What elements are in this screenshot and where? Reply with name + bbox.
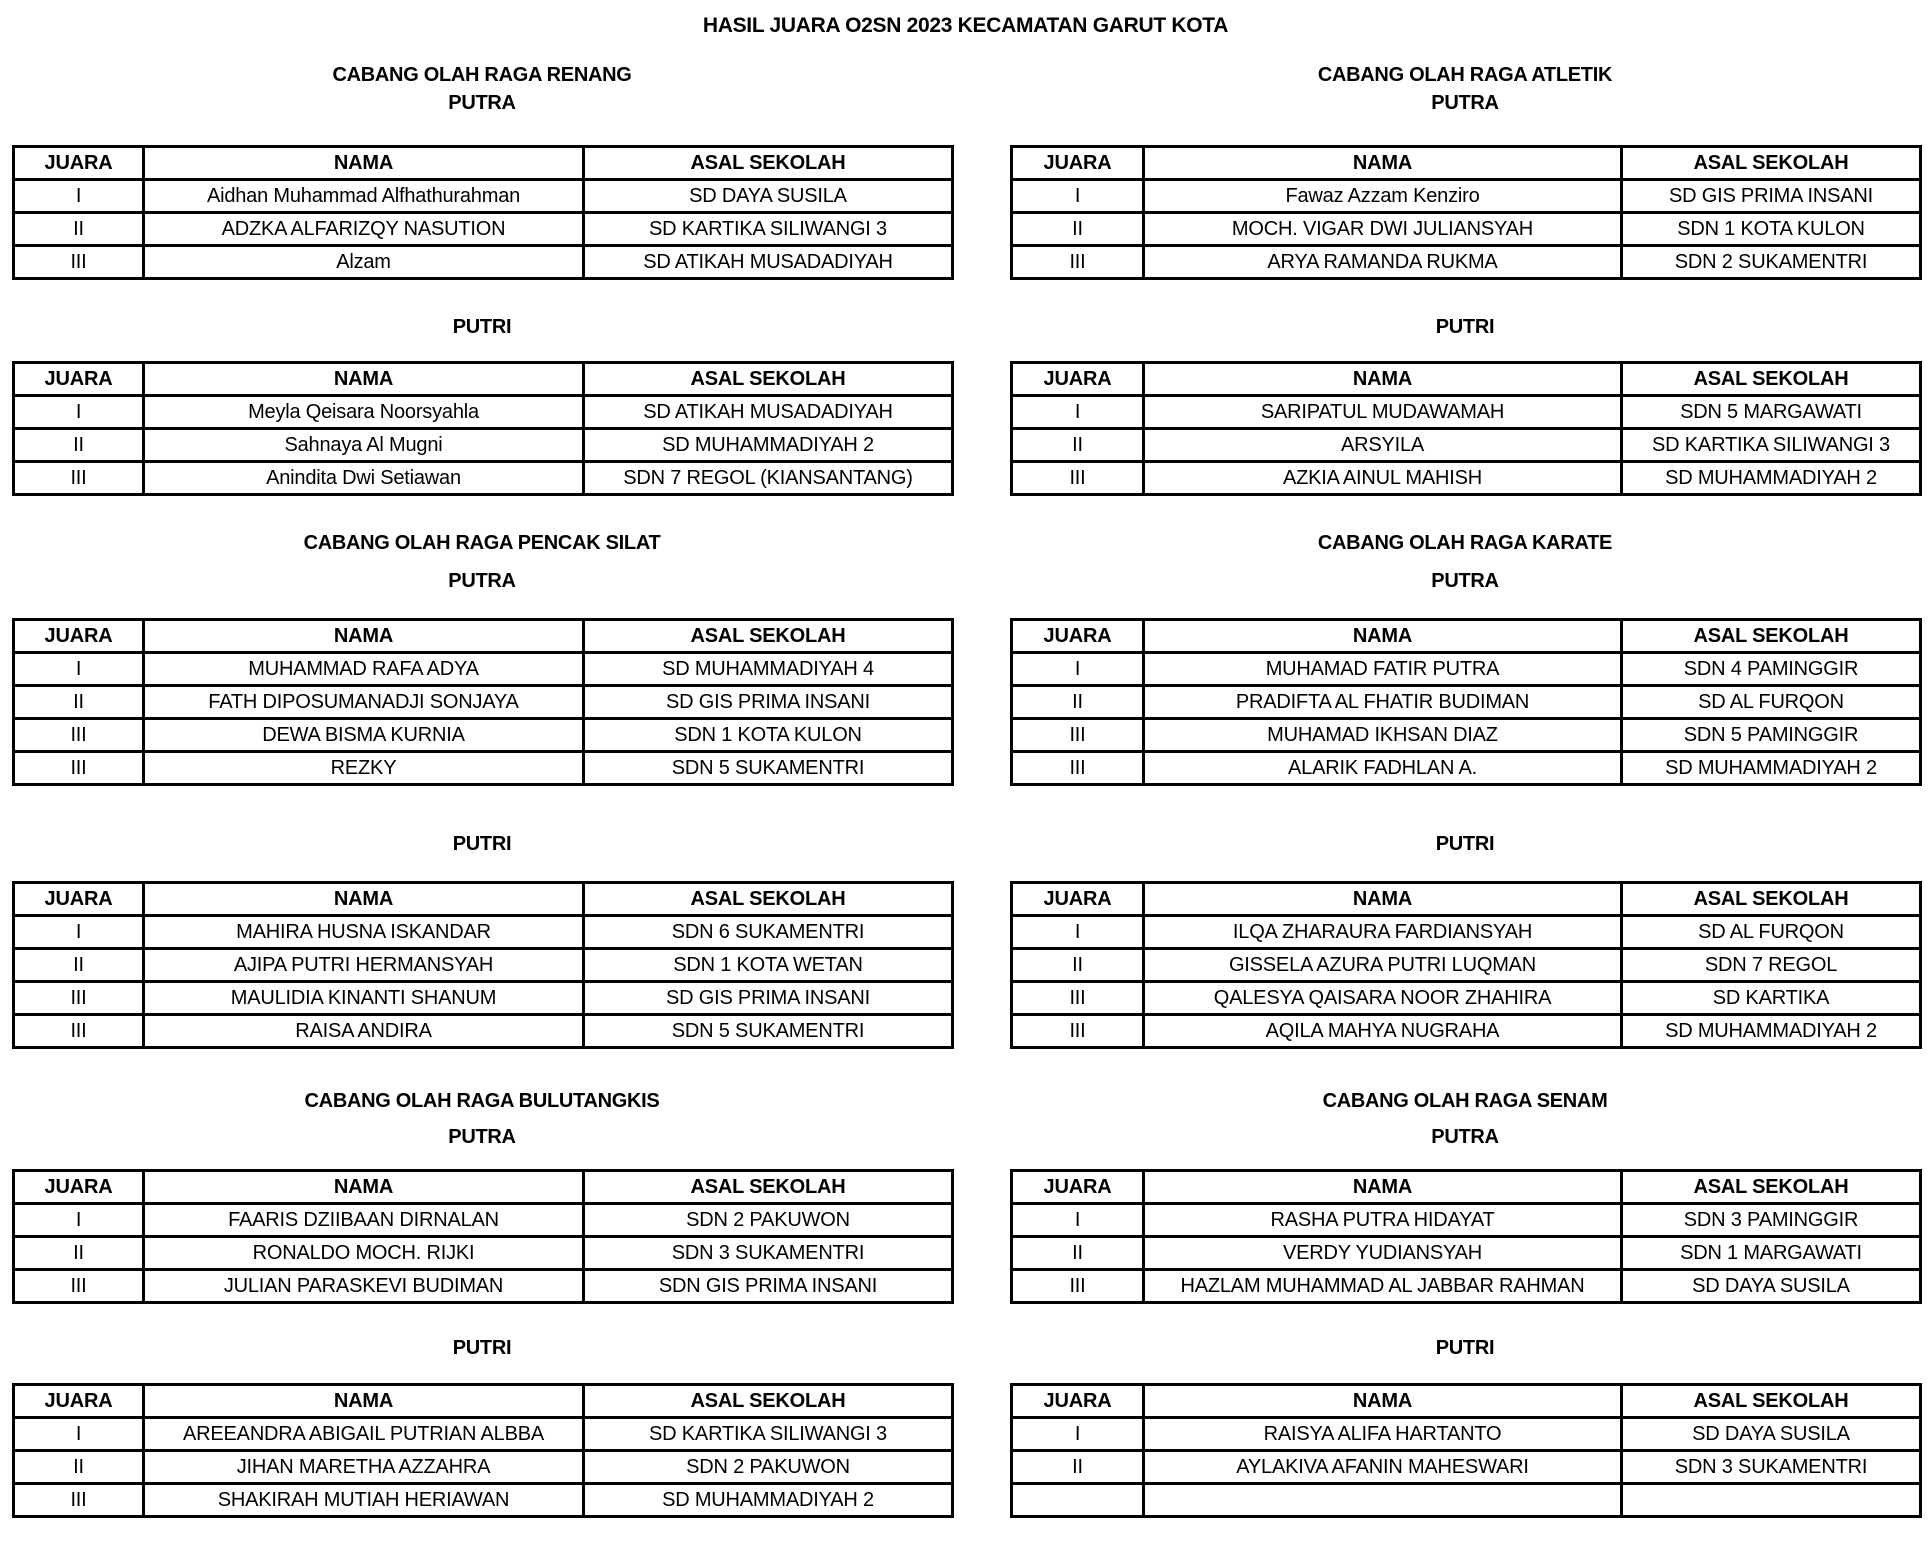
- school-cell: SD DAYA SUSILA: [584, 180, 953, 213]
- renang-putra-table: [12, 145, 954, 280]
- name-cell: Anindita Dwi Setiawan: [144, 462, 584, 495]
- putra-label: PUTRA: [1431, 570, 1499, 592]
- table-row: [1012, 396, 1921, 429]
- rank-cell: III: [14, 719, 144, 752]
- rank-cell: III: [14, 982, 144, 1015]
- name-cell: ILQA ZHARAURA FARDIANSYAH: [1144, 916, 1622, 949]
- name-cell: AJIPA PUTRI HERMANSYAH: [144, 949, 584, 982]
- name-cell: VERDY YUDIANSYAH: [1144, 1237, 1622, 1270]
- school-cell: SD MUHAMMADIYAH 2: [584, 1484, 953, 1517]
- school-cell: SD GIS PRIMA INSANI: [584, 982, 953, 1015]
- rank-cell: I: [1012, 1204, 1144, 1237]
- header-juara: JUARA: [1012, 147, 1144, 180]
- section-title-atletik: CABANG OLAH RAGA ATLETIK: [1317, 64, 1613, 86]
- putra-label: PUTRA: [1431, 92, 1499, 114]
- rank-cell: II: [1012, 213, 1144, 246]
- school-cell: SD MUHAMMADIYAH 4: [584, 653, 953, 686]
- table-row: [14, 982, 953, 1015]
- rank-cell: I: [1012, 653, 1144, 686]
- name-cell: FATH DIPOSUMANADJI SONJAYA: [144, 686, 584, 719]
- header-asal-sekolah: ASAL SEKOLAH: [1622, 1171, 1921, 1204]
- school-cell: SDN 4 PAMINGGIR: [1622, 653, 1921, 686]
- table-header-row: [1012, 363, 1921, 396]
- school-cell: SD GIS PRIMA INSANI: [1622, 180, 1921, 213]
- header-nama: NAMA: [1144, 620, 1622, 653]
- school-cell: [1622, 1484, 1921, 1517]
- senam-putra-table: [1010, 1169, 1922, 1304]
- name-cell: DEWA BISMA KURNIA: [144, 719, 584, 752]
- school-cell: SD DAYA SUSILA: [1622, 1270, 1921, 1303]
- putra-label: PUTRA: [448, 92, 516, 114]
- putri-label: PUTRI: [1435, 1337, 1495, 1359]
- putri-label: PUTRI: [452, 833, 512, 855]
- school-cell: SDN 3 SUKAMENTRI: [584, 1237, 953, 1270]
- name-cell: ALARIK FADHLAN A.: [1144, 752, 1622, 785]
- table-row: [1012, 719, 1921, 752]
- table-header-row: [14, 363, 953, 396]
- table-row: [1012, 653, 1921, 686]
- school-cell: SDN 5 SUKAMENTRI: [584, 752, 953, 785]
- header-asal-sekolah: ASAL SEKOLAH: [1622, 363, 1921, 396]
- header-juara: JUARA: [14, 147, 144, 180]
- table-row: [1012, 1270, 1921, 1303]
- rank-cell: III: [14, 462, 144, 495]
- header-asal-sekolah: ASAL SEKOLAH: [584, 147, 953, 180]
- name-cell: [1144, 1484, 1622, 1517]
- school-cell: SDN 1 KOTA WETAN: [584, 949, 953, 982]
- school-cell: SDN 7 REGOL (KIANSANTANG): [584, 462, 953, 495]
- name-cell: Fawaz Azzam Kenziro: [1144, 180, 1622, 213]
- table-row: [14, 949, 953, 982]
- rank-cell: III: [1012, 982, 1144, 1015]
- table-row: [1012, 1484, 1921, 1517]
- senam-putri-table: [1010, 1383, 1922, 1518]
- table-row: [14, 752, 953, 785]
- rank-cell: III: [1012, 462, 1144, 495]
- table-row: [1012, 1451, 1921, 1484]
- name-cell: MUHAMAD IKHSAN DIAZ: [1144, 719, 1622, 752]
- table-row: [14, 429, 953, 462]
- table-row: [14, 1270, 953, 1303]
- header-nama: NAMA: [1144, 883, 1622, 916]
- school-cell: SD MUHAMMADIYAH 2: [1622, 752, 1921, 785]
- rank-cell: II: [14, 686, 144, 719]
- name-cell: ADZKA ALFARIZQY NASUTION: [144, 213, 584, 246]
- section-title-senam: CABANG OLAH RAGA SENAM: [1322, 1090, 1608, 1112]
- table-header-row: [1012, 883, 1921, 916]
- section-title-bulutangkis: CABANG OLAH RAGA BULUTANGKIS: [304, 1090, 660, 1112]
- putri-label: PUTRI: [452, 316, 512, 338]
- table-row: [1012, 752, 1921, 785]
- header-asal-sekolah: ASAL SEKOLAH: [584, 1385, 953, 1418]
- header-asal-sekolah: ASAL SEKOLAH: [584, 363, 953, 396]
- header-juara: JUARA: [14, 620, 144, 653]
- putri-label: PUTRI: [1435, 316, 1495, 338]
- school-cell: SDN 5 SUKAMENTRI: [584, 1015, 953, 1048]
- putra-label: PUTRA: [1431, 1126, 1499, 1148]
- table-header-row: [1012, 147, 1921, 180]
- karate-putri-table: [1010, 881, 1922, 1049]
- school-cell: SD ATIKAH MUSADADIYAH: [584, 246, 953, 279]
- school-cell: SD MUHAMMADIYAH 2: [1622, 462, 1921, 495]
- table-row: [14, 1015, 953, 1048]
- school-cell: SD MUHAMMADIYAH 2: [584, 429, 953, 462]
- header-asal-sekolah: ASAL SEKOLAH: [1622, 620, 1921, 653]
- table-row: [14, 246, 953, 279]
- header-juara: JUARA: [1012, 1171, 1144, 1204]
- header-asal-sekolah: ASAL SEKOLAH: [1622, 147, 1921, 180]
- name-cell: GISSELA AZURA PUTRI LUQMAN: [1144, 949, 1622, 982]
- table-row: [1012, 982, 1921, 1015]
- table-row: [14, 213, 953, 246]
- school-cell: SD ATIKAH MUSADADIYAH: [584, 396, 953, 429]
- school-cell: SDN GIS PRIMA INSANI: [584, 1270, 953, 1303]
- rank-cell: II: [1012, 429, 1144, 462]
- rank-cell: [1012, 1484, 1144, 1517]
- table-header-row: [1012, 1385, 1921, 1418]
- name-cell: AYLAKIVA AFANIN MAHESWARI: [1144, 1451, 1622, 1484]
- table-row: [14, 653, 953, 686]
- school-cell: SDN 1 KOTA KULON: [584, 719, 953, 752]
- name-cell: AREEANDRA ABIGAIL PUTRIAN ALBBA: [144, 1418, 584, 1451]
- header-juara: JUARA: [1012, 883, 1144, 916]
- school-cell: SDN 2 SUKAMENTRI: [1622, 246, 1921, 279]
- putra-label: PUTRA: [448, 1126, 516, 1148]
- rank-cell: II: [1012, 686, 1144, 719]
- name-cell: JIHAN MARETHA AZZAHRA: [144, 1451, 584, 1484]
- putra-label: PUTRA: [448, 570, 516, 592]
- putri-label: PUTRI: [452, 1337, 512, 1359]
- name-cell: MAULIDIA KINANTI SHANUM: [144, 982, 584, 1015]
- school-cell: SDN 3 PAMINGGIR: [1622, 1204, 1921, 1237]
- rank-cell: II: [1012, 949, 1144, 982]
- name-cell: PRADIFTA AL FHATIR BUDIMAN: [1144, 686, 1622, 719]
- rank-cell: I: [14, 396, 144, 429]
- school-cell: SDN 2 PAKUWON: [584, 1451, 953, 1484]
- table-row: [1012, 1418, 1921, 1451]
- table-header-row: [14, 1385, 953, 1418]
- school-cell: SD DAYA SUSILA: [1622, 1418, 1921, 1451]
- table-header-row: [14, 147, 953, 180]
- table-row: [14, 1418, 953, 1451]
- table-row: [14, 686, 953, 719]
- table-row: [14, 1237, 953, 1270]
- name-cell: HAZLAM MUHAMMAD AL JABBAR RAHMAN: [1144, 1270, 1622, 1303]
- school-cell: SD KARTIKA SILIWANGI 3: [1622, 429, 1921, 462]
- name-cell: JULIAN PARASKEVI BUDIMAN: [144, 1270, 584, 1303]
- school-cell: SD KARTIKA: [1622, 982, 1921, 1015]
- header-juara: JUARA: [1012, 1385, 1144, 1418]
- rank-cell: I: [1012, 396, 1144, 429]
- name-cell: RASHA PUTRA HIDAYAT: [1144, 1204, 1622, 1237]
- name-cell: MOCH. VIGAR DWI JULIANSYAH: [1144, 213, 1622, 246]
- school-cell: SDN 5 PAMINGGIR: [1622, 719, 1921, 752]
- header-asal-sekolah: ASAL SEKOLAH: [1622, 883, 1921, 916]
- rank-cell: III: [14, 1270, 144, 1303]
- table-header-row: [1012, 1171, 1921, 1204]
- rank-cell: II: [14, 1451, 144, 1484]
- header-juara: JUARA: [1012, 363, 1144, 396]
- header-juara: JUARA: [14, 1171, 144, 1204]
- rank-cell: III: [1012, 1270, 1144, 1303]
- table-row: [14, 719, 953, 752]
- document-title: HASIL JUARA O2SN 2023 KECAMATAN GARUT KOTA: [702, 14, 1229, 37]
- table-row: [1012, 1237, 1921, 1270]
- school-cell: SDN 3 SUKAMENTRI: [1622, 1451, 1921, 1484]
- table-row: [14, 396, 953, 429]
- header-juara: JUARA: [14, 1385, 144, 1418]
- name-cell: REZKY: [144, 752, 584, 785]
- name-cell: Aidhan Muhammad Alfhathurahman: [144, 180, 584, 213]
- section-title-pencak-silat: CABANG OLAH RAGA PENCAK SILAT: [303, 532, 661, 554]
- table-row: [14, 1204, 953, 1237]
- table-row: [1012, 213, 1921, 246]
- name-cell: Meyla Qeisara Noorsyahla: [144, 396, 584, 429]
- rank-cell: III: [14, 752, 144, 785]
- header-asal-sekolah: ASAL SEKOLAH: [584, 620, 953, 653]
- rank-cell: III: [14, 1484, 144, 1517]
- rank-cell: II: [14, 213, 144, 246]
- school-cell: SDN 2 PAKUWON: [584, 1204, 953, 1237]
- table-row: [1012, 949, 1921, 982]
- rank-cell: I: [14, 916, 144, 949]
- rank-cell: III: [14, 246, 144, 279]
- table-row: [1012, 462, 1921, 495]
- table-row: [14, 462, 953, 495]
- table-row: [1012, 686, 1921, 719]
- table-header-row: [14, 1171, 953, 1204]
- table-row: [1012, 180, 1921, 213]
- rank-cell: I: [1012, 916, 1144, 949]
- header-nama: NAMA: [144, 1385, 584, 1418]
- header-nama: NAMA: [144, 883, 584, 916]
- header-asal-sekolah: ASAL SEKOLAH: [584, 883, 953, 916]
- name-cell: QALESYA QAISARA NOOR ZHAHIRA: [1144, 982, 1622, 1015]
- school-cell: SDN 5 MARGAWATI: [1622, 396, 1921, 429]
- header-nama: NAMA: [1144, 1171, 1622, 1204]
- name-cell: RAISA ANDIRA: [144, 1015, 584, 1048]
- rank-cell: II: [1012, 1237, 1144, 1270]
- pencak-silat-putri-table: [12, 881, 954, 1049]
- school-cell: SD KARTIKA SILIWANGI 3: [584, 213, 953, 246]
- rank-cell: I: [14, 653, 144, 686]
- name-cell: ARYA RAMANDA RUKMA: [1144, 246, 1622, 279]
- name-cell: RAISYA ALIFA HARTANTO: [1144, 1418, 1622, 1451]
- name-cell: SARIPATUL MUDAWAMAH: [1144, 396, 1622, 429]
- header-asal-sekolah: ASAL SEKOLAH: [1622, 1385, 1921, 1418]
- rank-cell: I: [1012, 180, 1144, 213]
- header-nama: NAMA: [144, 363, 584, 396]
- name-cell: AQILA MAHYA NUGRAHA: [1144, 1015, 1622, 1048]
- rank-cell: III: [1012, 1015, 1144, 1048]
- school-cell: SDN 6 SUKAMENTRI: [584, 916, 953, 949]
- rank-cell: II: [14, 949, 144, 982]
- school-cell: SDN 1 MARGAWATI: [1622, 1237, 1921, 1270]
- table-header-row: [14, 620, 953, 653]
- rank-cell: I: [14, 1204, 144, 1237]
- header-juara: JUARA: [14, 363, 144, 396]
- header-asal-sekolah: ASAL SEKOLAH: [584, 1171, 953, 1204]
- putri-label: PUTRI: [1435, 833, 1495, 855]
- header-nama: NAMA: [144, 620, 584, 653]
- name-cell: ARSYILA: [1144, 429, 1622, 462]
- name-cell: Sahnaya Al Mugni: [144, 429, 584, 462]
- atletik-putra-table: [1010, 145, 1922, 280]
- table-row: [1012, 1204, 1921, 1237]
- table-header-row: [1012, 620, 1921, 653]
- rank-cell: III: [14, 1015, 144, 1048]
- pencak-silat-putra-table: [12, 618, 954, 786]
- name-cell: MUHAMAD FATIR PUTRA: [1144, 653, 1622, 686]
- rank-cell: II: [1012, 1451, 1144, 1484]
- name-cell: RONALDO MOCH. RIJKI: [144, 1237, 584, 1270]
- table-row: [14, 180, 953, 213]
- karate-putra-table: [1010, 618, 1922, 786]
- rank-cell: I: [14, 1418, 144, 1451]
- rank-cell: II: [14, 429, 144, 462]
- section-title-renang: CABANG OLAH RAGA RENANG: [332, 64, 632, 86]
- school-cell: SD MUHAMMADIYAH 2: [1622, 1015, 1921, 1048]
- bulutangkis-putra-table: [12, 1169, 954, 1304]
- name-cell: AZKIA AINUL MAHISH: [1144, 462, 1622, 495]
- name-cell: MAHIRA HUSNA ISKANDAR: [144, 916, 584, 949]
- school-cell: SDN 7 REGOL: [1622, 949, 1921, 982]
- rank-cell: III: [1012, 752, 1144, 785]
- atletik-putri-table: [1010, 361, 1922, 496]
- header-nama: NAMA: [144, 1171, 584, 1204]
- table-row: [1012, 916, 1921, 949]
- table-row: [14, 1484, 953, 1517]
- school-cell: SD KARTIKA SILIWANGI 3: [584, 1418, 953, 1451]
- header-nama: NAMA: [1144, 363, 1622, 396]
- rank-cell: II: [14, 1237, 144, 1270]
- renang-putri-table: [12, 361, 954, 496]
- section-title-karate: CABANG OLAH RAGA KARATE: [1317, 532, 1613, 554]
- bulutangkis-putri-table: [12, 1383, 954, 1518]
- name-cell: FAARIS DZIIBAAN DIRNALAN: [144, 1204, 584, 1237]
- rank-cell: I: [14, 180, 144, 213]
- header-juara: JUARA: [14, 883, 144, 916]
- table-row: [1012, 246, 1921, 279]
- name-cell: SHAKIRAH MUTIAH HERIAWAN: [144, 1484, 584, 1517]
- school-cell: SD AL FURQON: [1622, 686, 1921, 719]
- table-row: [1012, 429, 1921, 462]
- header-nama: NAMA: [144, 147, 584, 180]
- school-cell: SD GIS PRIMA INSANI: [584, 686, 953, 719]
- school-cell: SD AL FURQON: [1622, 916, 1921, 949]
- rank-cell: I: [1012, 1418, 1144, 1451]
- rank-cell: III: [1012, 246, 1144, 279]
- header-juara: JUARA: [1012, 620, 1144, 653]
- table-row: [14, 1451, 953, 1484]
- header-nama: NAMA: [1144, 147, 1622, 180]
- table-row: [14, 916, 953, 949]
- table-row: [1012, 1015, 1921, 1048]
- name-cell: Alzam: [144, 246, 584, 279]
- table-header-row: [14, 883, 953, 916]
- rank-cell: III: [1012, 719, 1144, 752]
- school-cell: SDN 1 KOTA KULON: [1622, 213, 1921, 246]
- header-nama: NAMA: [1144, 1385, 1622, 1418]
- name-cell: MUHAMMAD RAFA ADYA: [144, 653, 584, 686]
